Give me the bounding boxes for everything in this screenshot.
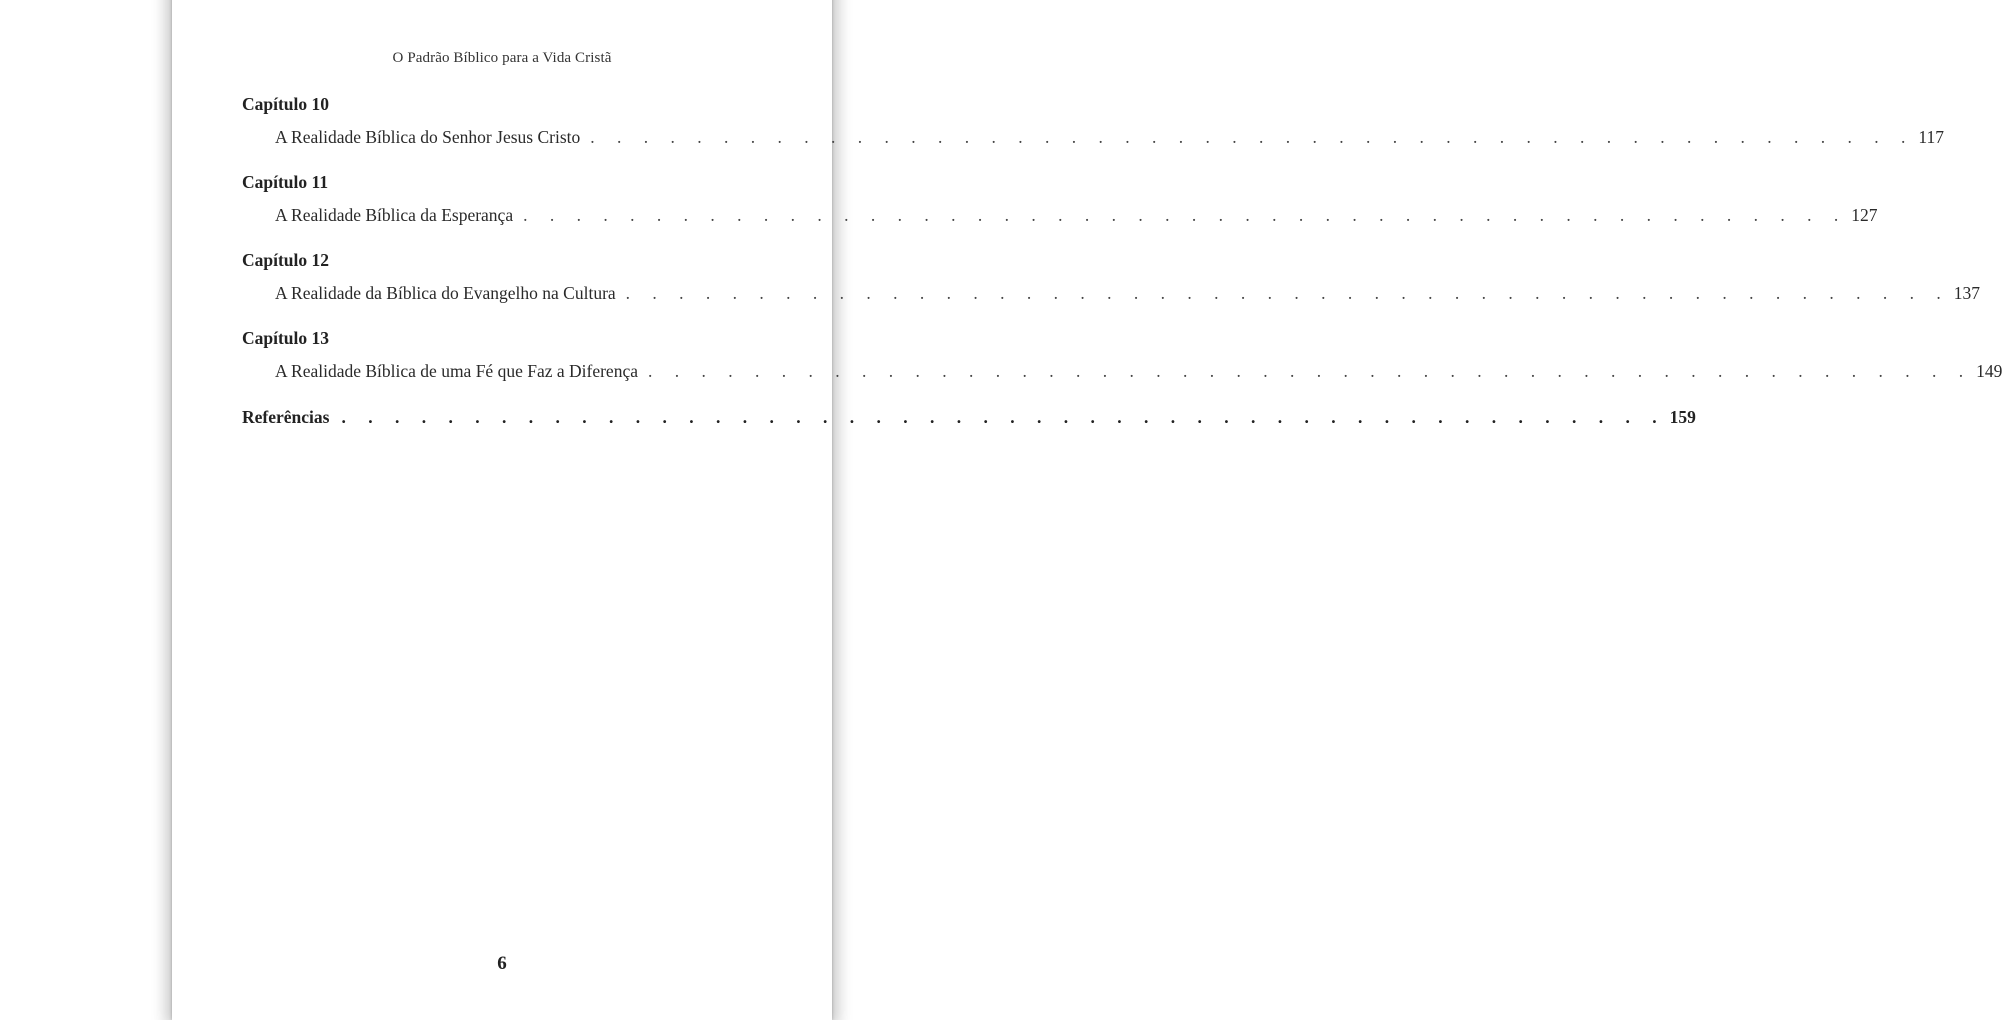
chapter-heading: Capítulo 13 — [242, 328, 330, 348]
toc-chapter-13 — [242, 326, 2002, 384]
toc-entry-page: 117 — [1918, 127, 1944, 147]
toc-chapter-10 — [242, 92, 1944, 150]
toc-chapter-12 — [242, 248, 1981, 306]
toc-entry-page: 127 — [1851, 205, 1878, 225]
toc-references — [242, 404, 1696, 430]
page-number: 6 — [497, 953, 507, 974]
toc-chapter-11 — [242, 170, 1878, 228]
dot-leader: . . . . . . . . . . . . . . . . . . . . . . . . . . . . . . . . . . . . . . . . . . . . . . . . . . — [590, 127, 1915, 147]
toc-entry — [242, 280, 1981, 306]
toc-entry-title: A Realidade Bíblica da Esperança — [275, 205, 514, 225]
dot-leader: . . . . . . . . . . . . . . . . . . . . . . . . . . . . . . . . . . . . . . . . . . . . . . . . . . — [523, 205, 1848, 225]
toc-entry-page: 137 — [1953, 283, 1981, 303]
toc-entry-title: A Realidade Bíblica de uma Fé que Faz a Diferença — [275, 361, 638, 381]
toc-entry-title: A Realidade Bíblica do Senhor Jesus Cristo — [275, 127, 581, 147]
toc-entry-page: 149 — [1976, 361, 2002, 381]
chapter-heading: Capítulo 10 — [242, 94, 330, 114]
running-header: O Padrão Bíblico para a Vida Cristã — [392, 50, 612, 66]
toc-entry-title: A Realidade da Bíblica do Evangelho na Cultura — [275, 283, 616, 303]
dot-leader: . . . . . . . . . . . . . . . . . . . . . . . . . . . . . . . . . . . . . . . . . . . . . . . . . . — [647, 361, 1973, 381]
toc-entry — [242, 358, 2002, 384]
table-of-contents — [242, 92, 2002, 430]
chapter-heading: Capítulo 12 — [242, 250, 330, 270]
references-title: Referências — [242, 407, 330, 427]
chapter-heading: Capítulo 11 — [242, 172, 329, 192]
toc-entry — [242, 124, 1944, 150]
dot-leader: . . . . . . . . . . . . . . . . . . . . . . . . . . . . . . . . . . . . . . . . . . . . . . . . . . — [625, 283, 1950, 303]
dot-leader: . . . . . . . . . . . . . . . . . . . . . . . . . . . . . . . . . . . . . . . . . . . . . . . . . . — [341, 407, 1666, 427]
references-page: 159 — [1669, 407, 1696, 427]
toc-entry — [242, 202, 1878, 228]
